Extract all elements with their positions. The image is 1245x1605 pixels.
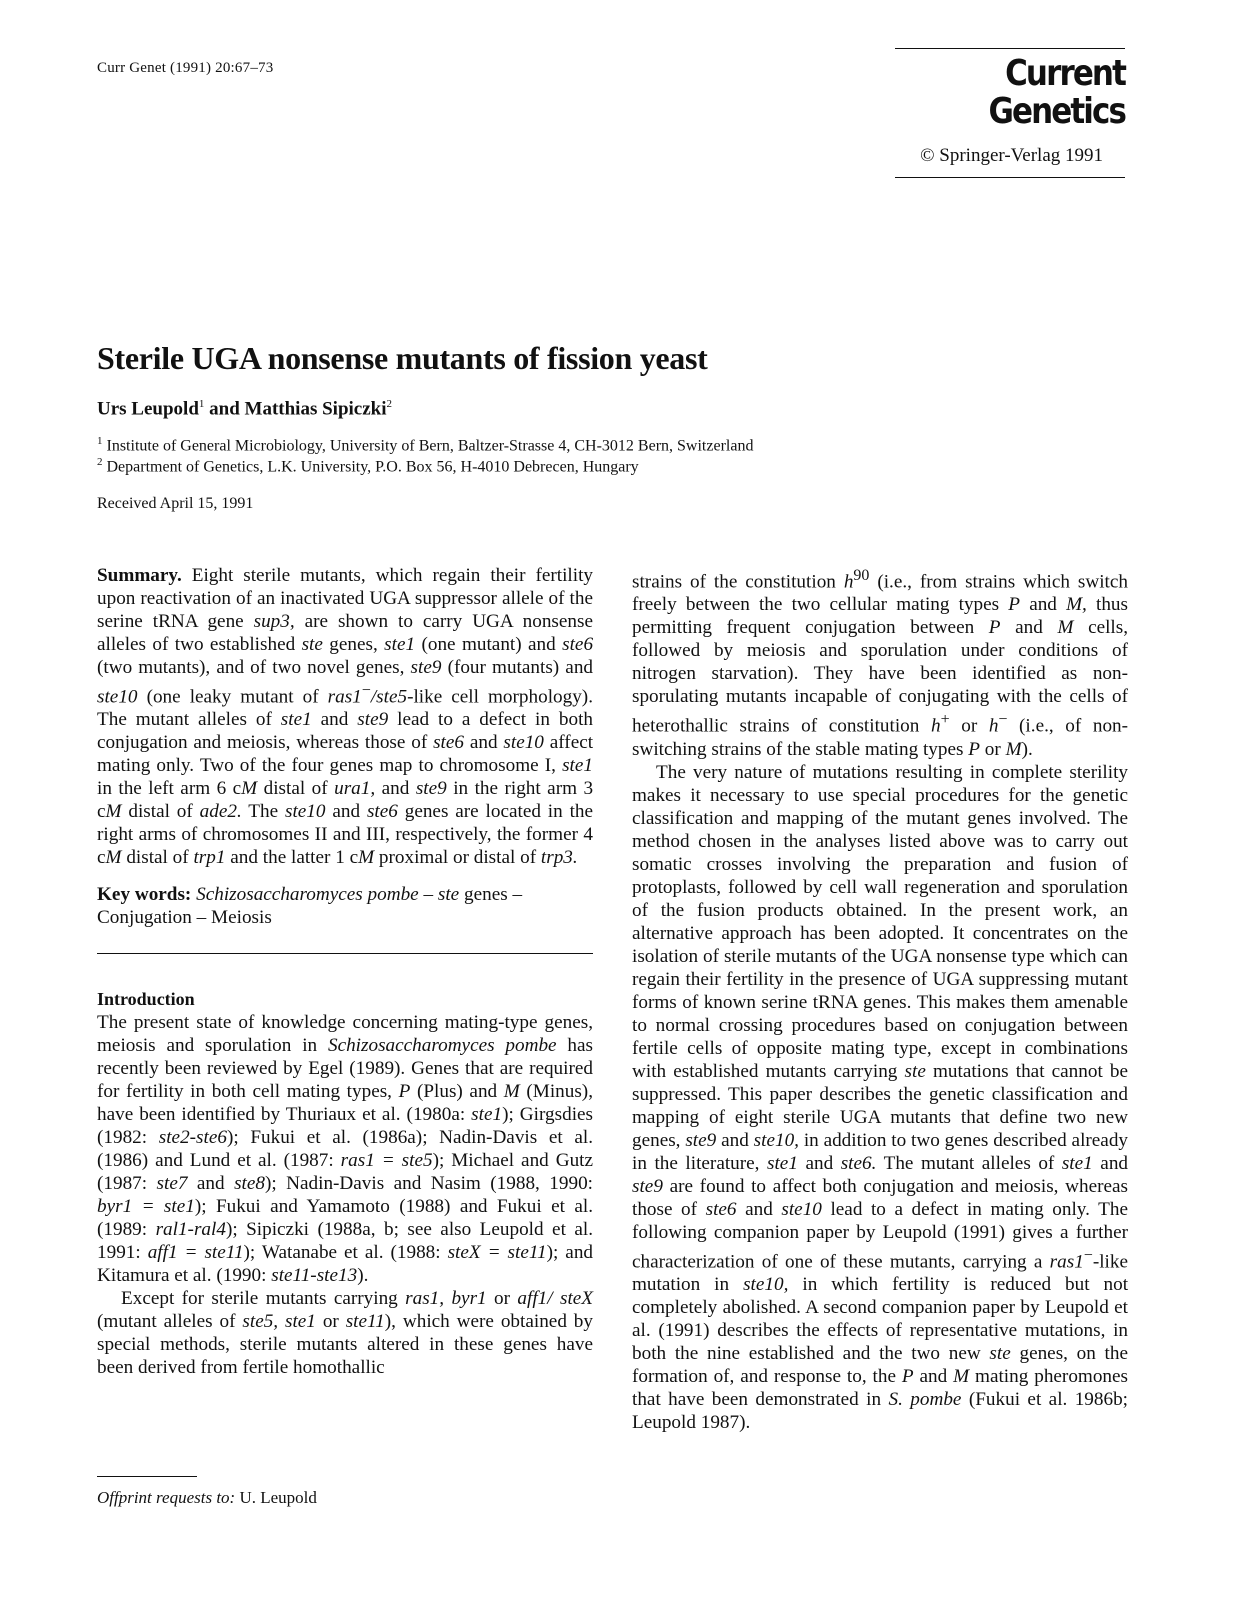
introduction-heading: Introduction: [97, 989, 195, 1010]
affil-text: Institute of General Microbiology, University of Bern, Baltzer-Strasse 4, CH-3012 Bern, Switzerland: [106, 437, 754, 455]
article-title: Sterile UGA nonsense mutants of fission yeast: [97, 340, 708, 376]
affiliation: [97, 435, 753, 455]
affil-number: 2: [97, 456, 103, 468]
author-joiner: and: [209, 398, 240, 420]
body-paragraph: The very nature of mutations resulting in complete sterility makes it necessary to use special procedures for the genetic classification and mapping of the mutant genes involved. The method chosen in the analyses listed above was to carry out somatic crosses involving the preparation and fusion of protoplasts, followed by cell wall regeneration and sporulation of the fusion products obtained. In the present work, an alternative approach has been adopted. It concentrates on the isolation of sterile mutants of the UGA nonsense type which can regain their fertility in the presence of UGA suppressing mutant forms of known serine tRNA genes. This makes them amenable to normal crossing procedures based on conjugation between fertile cells of opposite mating type, except in combinations with established mutants carrying ste mutations that cannot be suppressed. This paper describes the genetic classification and mapping of eight sterile UGA mutants that define two new genes, ste9 and ste10, in addition to two genes described already in the literature, ste1 and ste6. The mutant alleles of ste1 and ste9 are found to affect both conjugation and meiosis, whereas those of ste6 and ste10 lead to a defect in mating only. The following companion paper by Leupold (1991) gives a further characterization of one of these mutants, carrying a ras1−-like mutation in ste10, in which fertility is reduced but not completely abolished. A second companion paper by Leupold et al. (1991) describes the effects of representative mutations, in both the nine established and the two new ste genes, on the formation of, and response to, the P and M mating pheromones that have been demonstrated in S. pombe (Fukui et al. 1986b; Leupold 1987).: [632, 761, 1129, 1434]
author-list: [97, 398, 392, 420]
body-paragraph: strains of the constitution $h^{90}$ (i.e., from strains which switch freely between the two cellular mating types P and M, thus permitting frequent conjugation between P and M cells, followed by meiosis and sporulation under conditions of nitrogen starvation). They have been identified as non-sporulating mutants incapable of conjugating with the cells of heterothallic strains of constitution h+ or h− (i.e., of non-switching strains of the stable mating types P or M).: [632, 567, 1129, 760]
received-date: Received April 15, 1991: [97, 495, 254, 512]
journal-citation: Curr Genet (1991) 20:67–73: [97, 60, 274, 76]
masthead-bottom-rule: [895, 177, 1125, 178]
copyright-notice: © Springer-Verlag 1991: [920, 145, 1103, 166]
affil-text: Department of Genetics, L.K. University, P.O. Box 56, H-4010 Debrecen, Hungary: [106, 458, 639, 476]
intro-paragraph: The present state of knowledge concerning mating-type genes, meiosis and sporulation in Schizosaccharomyces pombe has recently been reviewed by Egel (1989). Genes that are required for fertility in both cell mating types, P (Plus) and M (Minus), have been identified by Thuriaux et al. (1980a: ste1); Girgsdies (1982: ste2-ste6); Fukui et al. (1986a); Nadin-Davis et al. (1986) and Lund et al. (1987: ras1 = ste5); Michael and Gutz (1987: ste7 and ste8); Nadin-Davis and Nasim (1988, 1990: byr1 = ste1); Fukui and Yamamoto (1988) and Fukui et al. (1989: ral1-ral4); Sipiczki (1988a, b; see also Leupold et al. 1991: aff1 = ste11); Watanabe et al. (1988: steX = ste11); and Kitamura et al. (1990: ste11-ste13).: [97, 1012, 594, 1287]
offprint-footnote: Offprint requests to: U. Leupold: [97, 1488, 317, 1507]
left-column: [97, 564, 593, 1379]
right-column: [632, 564, 1128, 1434]
journal-name: Current Genetics: [988, 53, 1125, 132]
section-divider: [97, 953, 593, 954]
author-affil-mark: 2: [386, 398, 393, 410]
journal-masthead: [895, 48, 1125, 178]
summary-paragraph: Summary. Eight sterile mutants, which regain their fertility upon reactivation of an inactivated UGA suppressor allele of the serine tRNA gene sup3, are shown to carry UGA nonsense alleles of two established ste genes, ste1 (one mutant) and ste6 (two mutants), and of two novel genes, ste9 (four mutants) and ste10 (one leaky mutant of ras1−/ste5-like cell morphology). The mutant alleles of ste1 and ste9 lead to a defect in both conjugation and meiosis, whereas those of ste6 and ste10 affect mating only. Two of the four genes map to chromosome I, ste1 in the left arm 6 cM distal of ura1, and ste9 in the right arm 3 cM distal of ade2. The ste10 and ste6 genes are located in the right arms of chromosomes II and III, respectively, the former 4 cM distal of trp1 and the latter 1 cM proximal or distal of trp3.: [97, 565, 594, 869]
affiliation: [97, 456, 639, 476]
author-name: Urs Leupold: [97, 398, 199, 420]
masthead-top-rule: [895, 48, 1125, 49]
affil-number: 1: [97, 435, 103, 447]
intro-paragraph: Except for sterile mutants carrying ras1, byr1 or aff1/ steX (mutant alleles of ste5, ste1 or ste11), which were obtained by special methods, sterile mutants altered in these genes have been derived from fertile homothallic: [97, 1288, 594, 1379]
keywords-line: Key words: Schizosaccharomyces pombe – ste genes – Conjugation – Meiosis: [97, 884, 523, 929]
footnote-rule: [97, 1476, 197, 1477]
author-name: Matthias Sipiczki: [244, 398, 387, 420]
author-affil-mark: 1: [198, 398, 205, 410]
